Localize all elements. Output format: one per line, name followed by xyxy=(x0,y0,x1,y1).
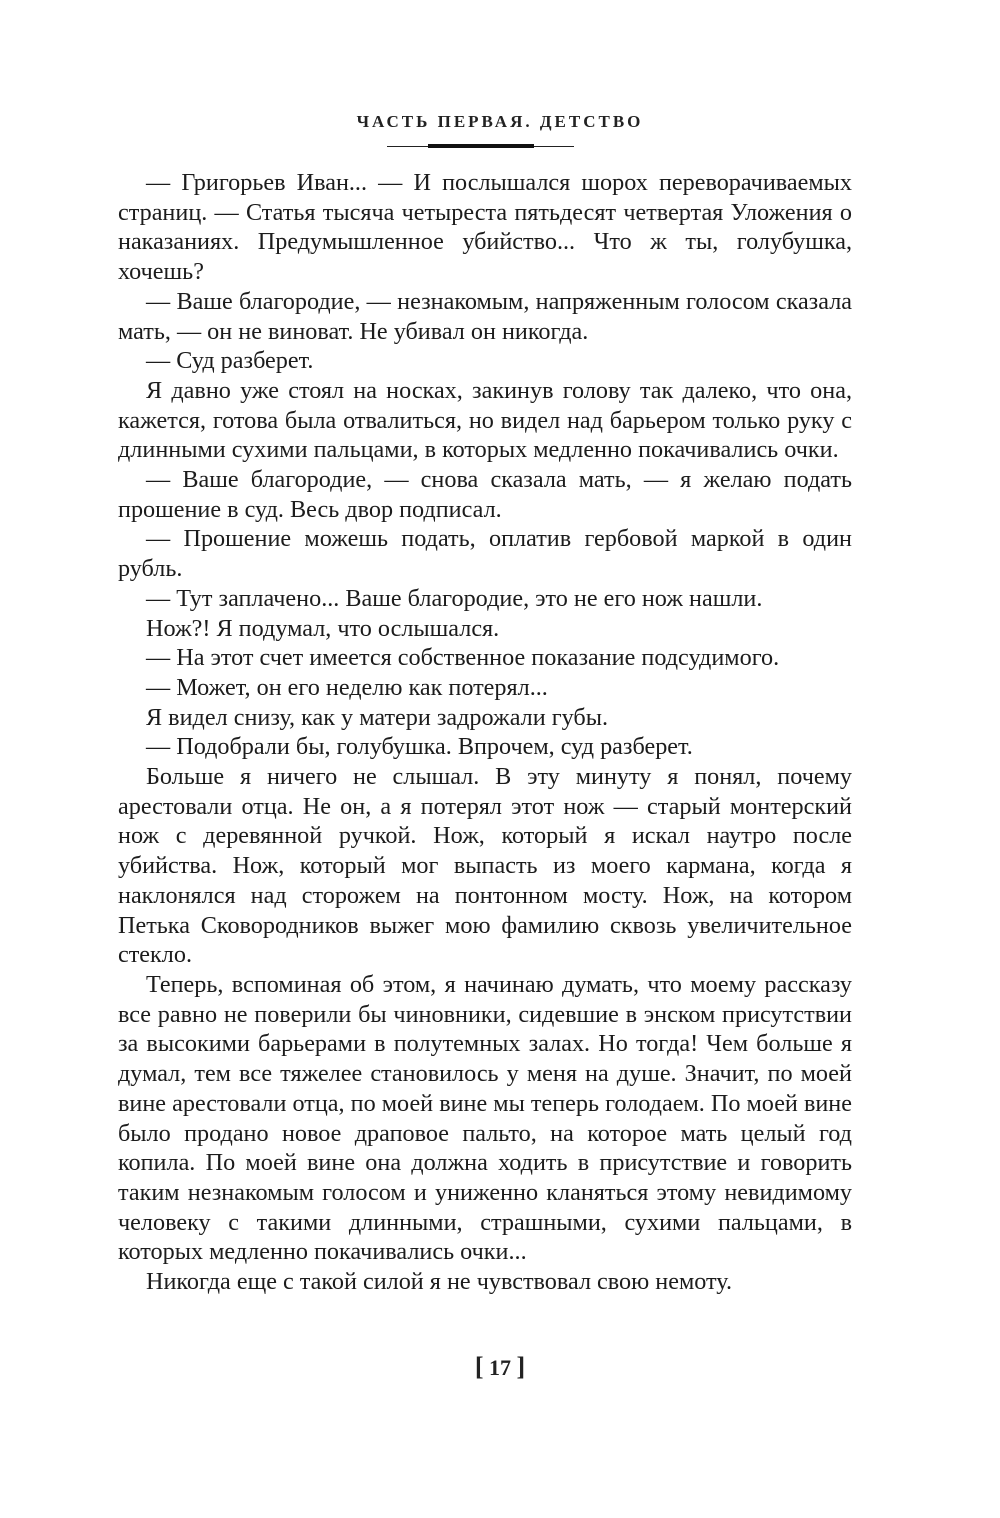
paragraph: — Суд разберет. xyxy=(146,347,314,375)
paragraph: — Прошение можешь подать, оплатив гербовой маркой в один рубль. xyxy=(118,525,852,583)
paragraph: Я давно уже стоял на носках, закинув голову так далеко, что она, кажется, готова была отвалиться, но видел над барьером только руку с длинными сухими пальцами, в которых медленно покачивались очки. xyxy=(118,376,852,464)
paragraph: — На этот счет имеется собственное показание подсудимого. xyxy=(146,644,780,672)
paragraph: Нож?! Я подумал, что ослышался. xyxy=(146,614,500,642)
paragraph: — Может, он его неделю как потерял... xyxy=(146,673,548,701)
body-text xyxy=(118,168,852,1297)
paragraph: Больше я ничего не слышал. В эту минуту я понял, почему арестовали отца. Не он, а я потерял этот нож — старый монтерский нож с деревянной ручкой. Нож, который я искал наутро после убийства. Нож, который мог выпасть из моего кармана, когда я наклонялся над сторожем на понтонном мосту. Нож, на котором Петька Сковородников выжег мою фамилию сквозь увеличительное стекло. xyxy=(118,763,852,969)
running-title: ЧАСТЬ ПЕРВАЯ. ДЕТСТВО xyxy=(356,112,644,131)
folio-bracket-close: ] xyxy=(516,1352,526,1381)
paragraph: Теперь, вспоминая об этом, я начинаю думать, что моему рассказу все равно не поверили бы чиновники, сидевшие в энском присутствии за высокими барьерами в полутемных залах. Но тогда! Чем больше я думал, тем все тяжелее становилось у меня на душе. Значит, по моей вине арестовали отца, по моей вине мы теперь голодаем. По моей вине было продано новое драповое пальто, на которое мать целый год копила. По моей вине она должна ходить в присутствие и говорить таким незнакомым голосом и униженно кланяться этому невидимому человеку с такими длинными, страшными, сухими пальцами, в которых медленно покачивались очки... xyxy=(118,970,852,1266)
paragraph: — Подобрали бы, голубушка. Впрочем, суд разберет. xyxy=(146,733,693,761)
header-rule-accent xyxy=(428,144,534,148)
page-number-value: 17 xyxy=(489,1355,511,1380)
paragraph: Я видел снизу, как у матери задрожали губы. xyxy=(146,703,609,731)
folio-bracket-open: [ xyxy=(474,1352,484,1381)
paragraph: — Ваше благородие, — незнакомым, напряженным голосом сказала мать, — он не виноват. Не убивал он никогда. xyxy=(118,287,852,345)
paragraph: Никогда еще с такой силой я не чувствовал свою немоту. xyxy=(146,1268,732,1296)
paragraph: — Григорьев Иван... — И послышался шорох переворачиваемых страниц. — Статья тысяча четыреста пятьдесят четвертая Уложения о наказаниях. Предумышленное убийство... Что ж ты, голубушка, хочешь? xyxy=(118,169,852,286)
paragraph: — Ваше благородие, — снова сказала мать, — я желаю подать прошение в суд. Весь двор подписал. xyxy=(118,466,852,523)
page-number xyxy=(0,1352,1000,1382)
paragraph: — Тут заплачено... Ваше благородие, это не его нож нашли. xyxy=(146,584,763,612)
